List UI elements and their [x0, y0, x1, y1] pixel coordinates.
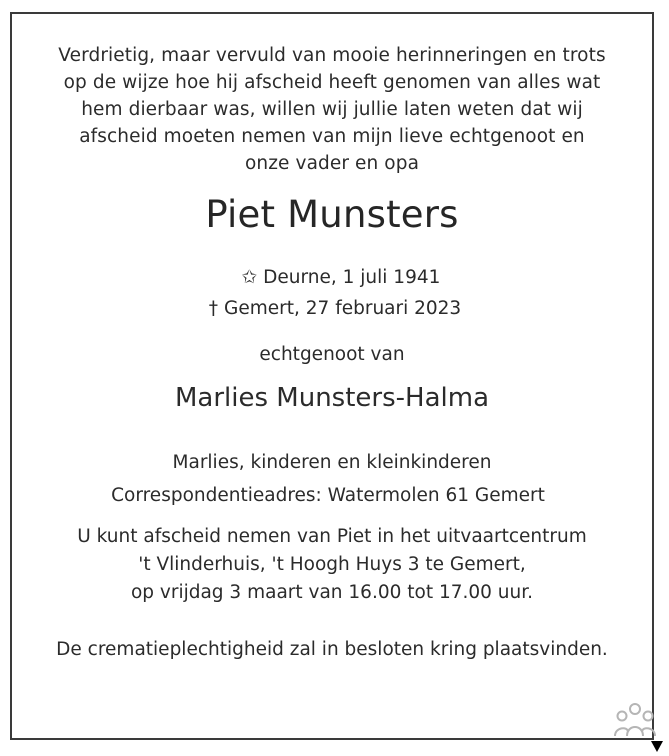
- spouse-name: Marlies Munsters-Halma: [174, 383, 490, 413]
- star-icon: ✩: [241, 267, 258, 288]
- people-group-icon: [613, 702, 657, 738]
- closing-text: De crematieplechtigheid zal in besloten kring plaatsvinden.: [56, 639, 608, 660]
- family-info: [12, 446, 652, 512]
- birth-date: Deurne, 1 juli 1941: [263, 267, 441, 288]
- spouse-label: echtgenoot van: [259, 344, 405, 365]
- intro-line: op de wijze hoe hij afscheid heeft genomen van alles wat: [63, 72, 601, 93]
- intro-line: hem dierbaar was, willen wij jullie laten weten dat wij: [81, 99, 583, 120]
- visit-line: 't Vlinderhuis, 't Hoogh Huys 3 te Gemert,: [138, 554, 526, 575]
- birth-row: [12, 262, 652, 293]
- intro-line: afscheid moeten nemen van mijn lieve echtgenoot en: [79, 126, 585, 147]
- death-date: Gemert, 27 februari 2023: [224, 298, 462, 319]
- intro-line: Verdrietig, maar vervuld van mooie herinneringen en trots: [58, 45, 606, 66]
- family-line: Marlies, kinderen en kleinkinderen: [172, 452, 492, 473]
- visit-info: [12, 523, 652, 607]
- funeral-notice: [12, 14, 652, 664]
- death-row: [12, 293, 652, 324]
- intro-text: [12, 42, 652, 177]
- visit-line: op vrijdag 3 maart van 16.00 tot 17.00 uur.: [130, 582, 534, 603]
- correspondence-address: Correspondentieadres: Watermolen 61 Gemert: [111, 485, 545, 506]
- cross-icon: †: [208, 298, 219, 319]
- down-arrow-icon[interactable]: [651, 741, 663, 752]
- visit-line: U kunt afscheid nemen van Piet in het uitvaartcentrum: [77, 526, 587, 547]
- intro-line: onze vader en opa: [245, 153, 419, 174]
- life-dates: [12, 262, 652, 324]
- deceased-name: Piet Munsters: [205, 193, 459, 236]
